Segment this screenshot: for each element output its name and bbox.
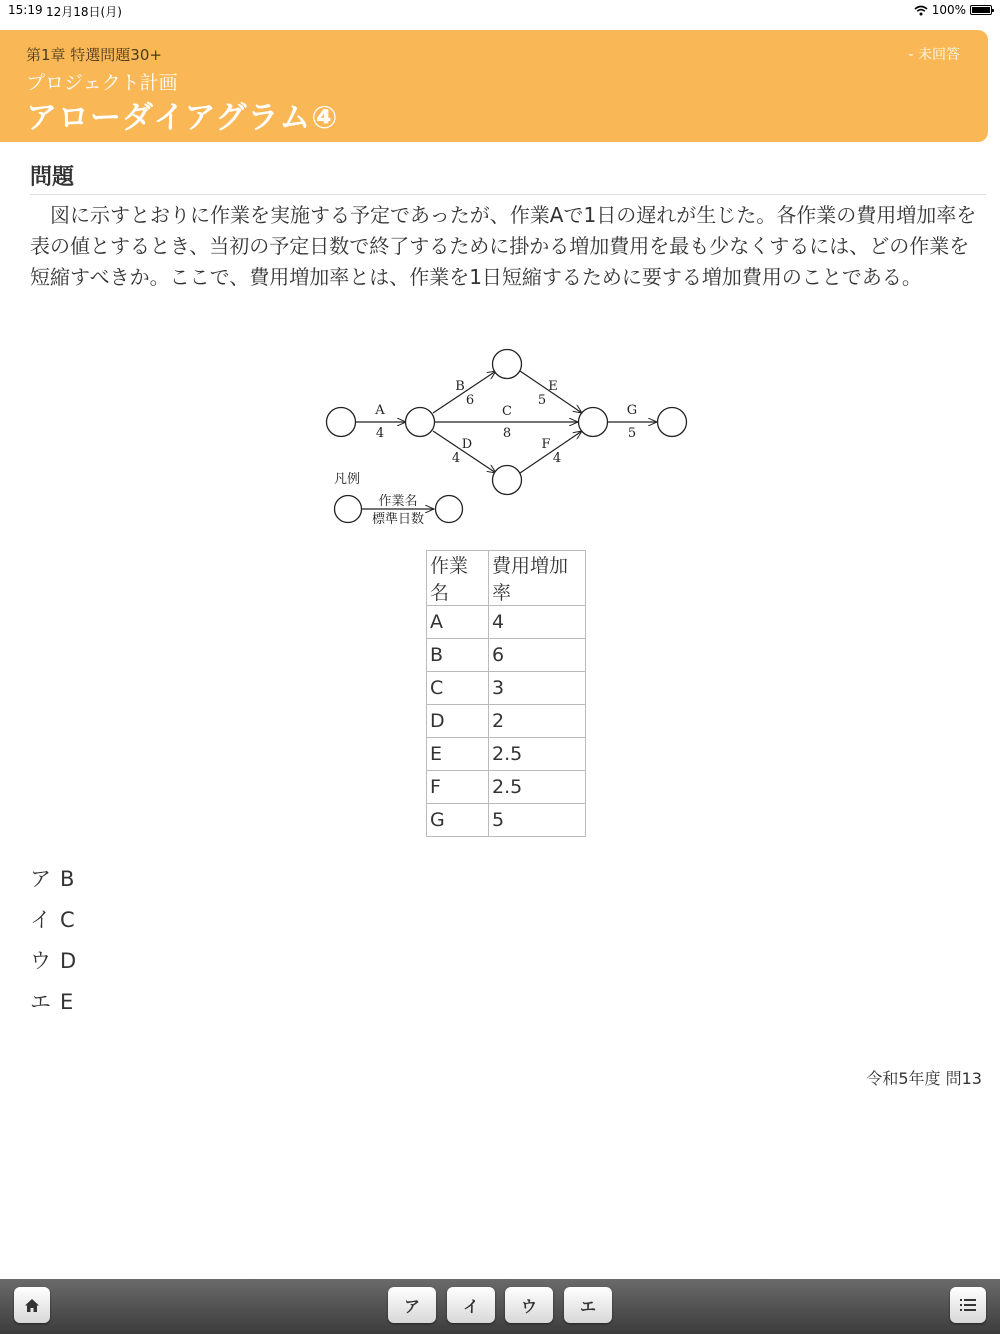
table-cell-activity: D [427, 705, 489, 738]
node-3 [493, 350, 522, 379]
table-cell-activity: E [427, 738, 489, 771]
choice-e[interactable] [30, 987, 76, 1028]
legend-title: 凡例 [334, 472, 361, 487]
section-title: 問題 [30, 165, 75, 190]
activity-e-days: 5 [537, 393, 547, 408]
status-time: 15:19 [8, 3, 43, 17]
category-label: プロジェクト計画 [26, 72, 178, 94]
choice-text: B [60, 867, 75, 891]
table-row [427, 705, 586, 738]
battery-percent: 100% [931, 3, 966, 17]
activity-e-name: E [548, 379, 558, 394]
table-header-row [427, 551, 586, 606]
list-icon [960, 1299, 976, 1311]
answer-button-e[interactable]: エ [564, 1287, 612, 1323]
table-row [427, 771, 586, 804]
node-6 [658, 408, 687, 437]
activity-c-days: 8 [502, 426, 512, 441]
table-cell-rate: 6 [489, 639, 586, 672]
arrow-f [520, 431, 582, 473]
answer-choices [30, 864, 76, 1028]
legend-node-start [335, 496, 362, 523]
table-row [427, 738, 586, 771]
choice-mark: ウ [30, 949, 51, 973]
status-date: 12月18日(月) [46, 5, 122, 19]
table-cell-activity: A [427, 606, 489, 639]
answer-button-a[interactable]: ア [388, 1287, 436, 1323]
status-bar [0, 0, 1000, 22]
table-cell-rate: 3 [489, 672, 586, 705]
node-5 [579, 408, 608, 437]
table-cell-activity: C [427, 672, 489, 705]
activity-b-name: B [455, 379, 465, 394]
home-icon [25, 1299, 39, 1312]
choice-a[interactable] [30, 864, 76, 905]
node-4 [493, 466, 522, 495]
wifi-icon [914, 5, 928, 16]
home-button[interactable] [14, 1287, 50, 1323]
activity-d-days: 4 [451, 451, 461, 466]
legend-name-label: 作業名 [378, 494, 418, 509]
answer-status: - 未回答 [908, 47, 960, 63]
section-divider [30, 194, 986, 195]
cost-rate-table [426, 550, 586, 837]
answer-button-u[interactable]: ウ [505, 1287, 553, 1323]
choice-mark: ア [30, 867, 51, 891]
node-1 [327, 408, 356, 437]
list-button[interactable] [950, 1287, 986, 1323]
table-header-activity: 作業名 [427, 551, 489, 606]
activity-b-days: 6 [465, 393, 475, 408]
question-source: 令和5年度 問13 [866, 1069, 982, 1088]
table-cell-activity: F [427, 771, 489, 804]
table-row [427, 804, 586, 837]
table-header-rate: 費用増加率 [489, 551, 586, 606]
activity-f-days: 4 [552, 451, 562, 466]
status-right [914, 3, 992, 17]
legend-days-label: 標準日数 [371, 512, 425, 527]
node-2 [406, 408, 435, 437]
question-header [0, 30, 988, 142]
choice-mark: イ [30, 908, 51, 932]
legend-node-end [436, 496, 463, 523]
table-cell-rate: 4 [489, 606, 586, 639]
battery-icon [970, 5, 992, 15]
choice-text: D [60, 949, 77, 973]
activity-a-days: 4 [375, 426, 385, 441]
activity-f-name: F [541, 437, 551, 452]
question-text: 図に示すとおりに作業を実施する予定であったが、作業Aで1日の遅れが生じた。各作業の費用増加率を表の値とするとき、当初の予定日数で終了するために掛かる増加費用を最も少なくするには、どの作業を短縮すべきか。ここで、費用増加率とは、作業を1日短縮するために要する増加費用のことである。 [30, 203, 977, 289]
choice-mark: エ [30, 990, 51, 1014]
chapter-label: 第1章 特選問題30+ [26, 46, 162, 64]
question-title: アローダイアグラム④ [26, 100, 339, 136]
choice-i[interactable] [30, 905, 76, 946]
table-cell-rate: 2.5 [489, 738, 586, 771]
table-row [427, 606, 586, 639]
activity-a-name: A [375, 403, 385, 418]
answer-button-i[interactable]: イ [447, 1287, 495, 1323]
table-cell-rate: 2 [489, 705, 586, 738]
table-cell-rate: 5 [489, 804, 586, 837]
activity-c-name: C [502, 404, 512, 419]
choice-text: E [60, 990, 74, 1014]
table-row [427, 639, 586, 672]
bottom-toolbar [0, 1279, 1000, 1334]
table-row [427, 672, 586, 705]
activity-g-name: G [626, 403, 638, 418]
activity-g-days: 5 [627, 426, 637, 441]
choice-u[interactable] [30, 946, 76, 987]
choice-text: C [60, 908, 75, 932]
table-cell-rate: 2.5 [489, 771, 586, 804]
activity-d-name: D [461, 437, 473, 452]
table-cell-activity: G [427, 804, 489, 837]
table-cell-activity: B [427, 639, 489, 672]
arrow-diagram [320, 340, 700, 535]
